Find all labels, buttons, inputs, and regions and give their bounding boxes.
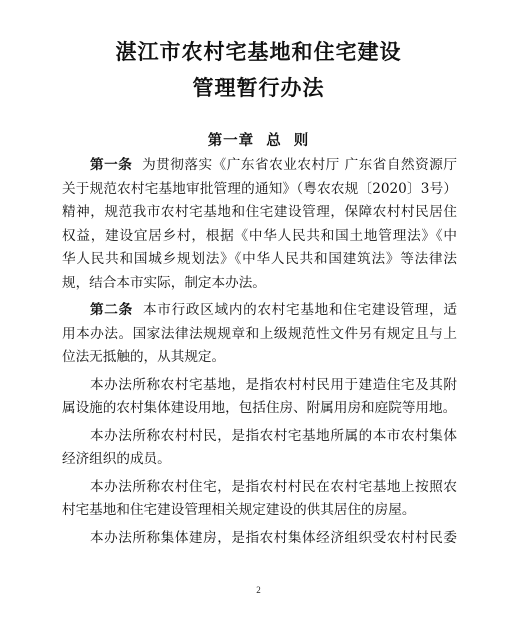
- text-line: 本办法所称农村村民，是指农村宅基地所属的本市农村集体: [90, 427, 457, 444]
- document-title-line-2: 管理暂行办法: [192, 76, 325, 100]
- article-2: [62, 299, 457, 370]
- text-line: 村宅基地和住宅建设管理相关规定建设的供其居住的房屋。: [62, 502, 416, 518]
- text-line: 第一条 为贯彻落实《广东省农业农村厅 广东省自然资源厅: [90, 157, 457, 173]
- text-line: 用本办法。国家法律法规规章和上级规范性文件另有规定且与上: [62, 325, 457, 342]
- document-body: [62, 154, 457, 550]
- text-line: 属设施的农村集体建设用地，包括住房、附属用房和庭院等用地。: [62, 400, 457, 416]
- text-line: 本办法所称集体建房，是指农村集体经济组织受农村村民委: [90, 529, 457, 546]
- chapter-number: 第一章: [207, 133, 255, 149]
- text-line: 权益，建设宜居乡村，根据《中华人民共和国土地管理法》《中: [62, 227, 457, 244]
- text-line: 精神，规范我市农村宅基地和住宅建设管理，保障农村村民居住: [62, 204, 457, 220]
- definition-homestead: [62, 374, 457, 421]
- text-line: 第二条 本市行政区域内的农村宅基地和住宅建设管理，适: [90, 302, 457, 318]
- chapter-heading: [0, 129, 517, 150]
- article-number: 第二条: [90, 302, 133, 318]
- definition-rural-housing: [62, 476, 457, 523]
- definition-collective-construction: [62, 527, 457, 551]
- definition-villager: [62, 425, 457, 472]
- text-line: 关于规范农村宅基地审批管理的通知》（粤农农规〔2020〕3号）: [62, 180, 457, 197]
- text-line: 华人民共和国城乡规划法》《中华人民共和国建筑法》等法律法: [62, 251, 457, 267]
- document-title-line-1: 湛江市农村宅基地和住宅建设: [115, 40, 402, 64]
- text-line: 经济组织的成员。: [62, 451, 171, 467]
- chapter-name: 总 则: [266, 133, 310, 149]
- text-line: 本办法所称农村住宅，是指农村村民在农村宅基地上按照农: [90, 478, 457, 495]
- text-line: 位法无抵触的，从其规定。: [62, 349, 226, 365]
- article-number: 第一条: [90, 157, 133, 173]
- text-line: 本办法所称农村宅基地，是指农村村民用于建造住宅及其附: [90, 376, 457, 393]
- article-1: [62, 154, 457, 295]
- page-number: 2: [256, 585, 261, 595]
- text-line: 规，结合本市实际，制定本办法。: [62, 274, 266, 291]
